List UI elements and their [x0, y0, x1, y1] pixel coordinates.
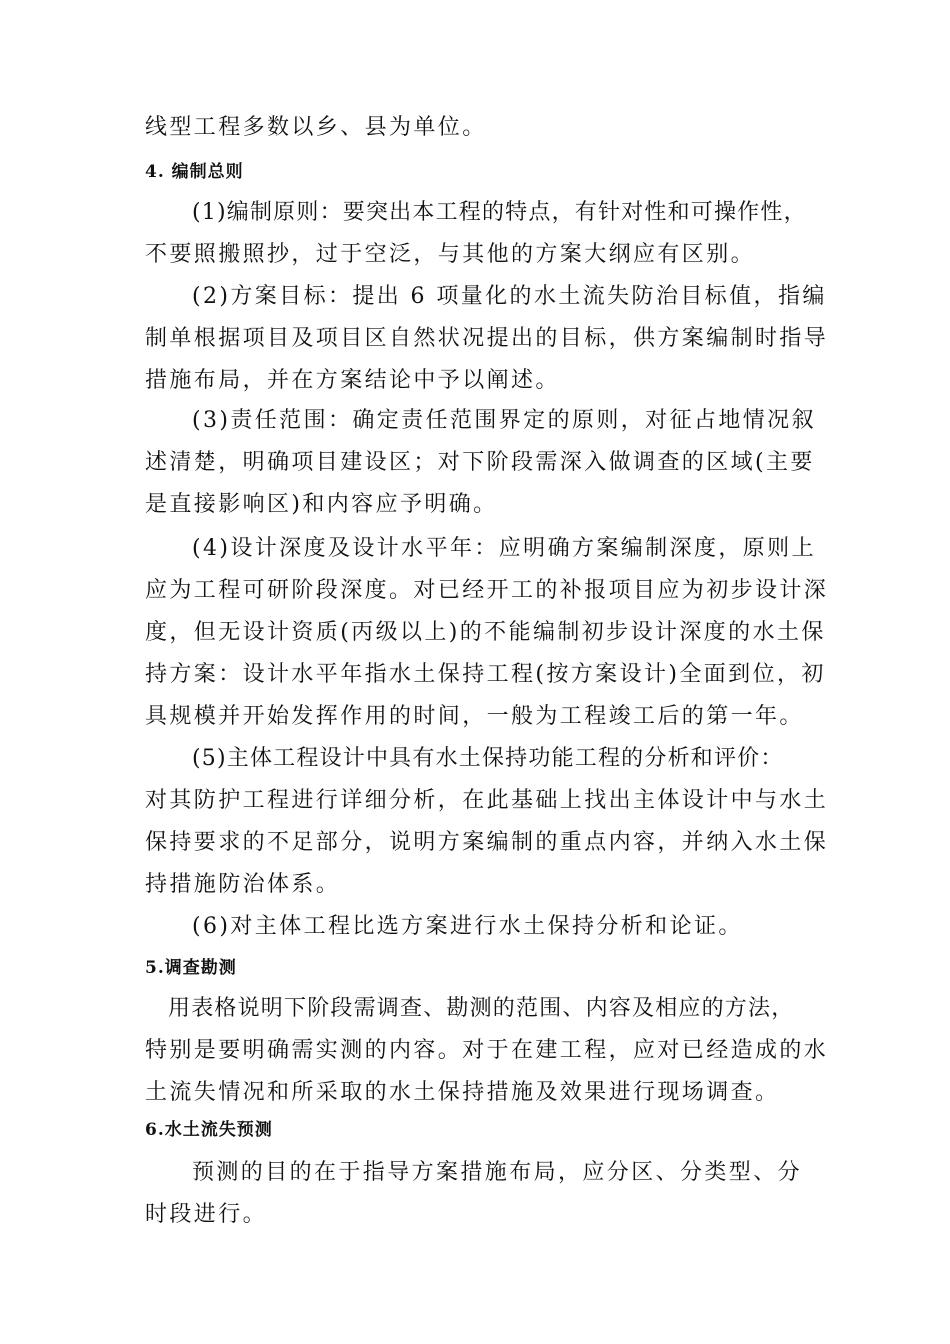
paragraph-line: (5)主体工程设计中具有水土保持功能工程的分析和评价： [192, 746, 784, 771]
paragraph-line: 不要照搬照抄，过于空泛，与其他的方案大纲应有区别。 [145, 242, 756, 267]
paragraph-line: 时段进行。 [145, 1202, 268, 1227]
paragraph-line: 土流失情况和所采取的水土保持措施及效果进行现场调查。 [145, 1080, 780, 1105]
paragraph-line: 线型工程多数以乡、县为单位。 [145, 115, 487, 140]
paragraph-line: 应为工程可研阶段深度。对已经开工的补报项目应为初步设计深 [145, 578, 829, 603]
paragraph-line: 用表格说明下阶段需调查、勘测的范围、内容及相应的方法， [168, 996, 795, 1021]
paragraph-line: 持方案：设计水平年指水土保持工程(按方案设计)全面到位，初 [145, 662, 826, 687]
paragraph-line: 具规模并开始发挥作用的时间，一般为工程竣工后的第一年。 [145, 704, 804, 729]
paragraph-line: 措施布局，并在方案结论中予以阐述。 [145, 368, 560, 393]
section-heading-6: 6.水土流失预测 [145, 1120, 273, 1140]
section-heading-5: 5.调查勘测 [145, 958, 237, 978]
paragraph-line: (6)对主体工程比选方案进行水土保持分析和论证。 [192, 914, 743, 939]
paragraph-line: 是直接影响区)和内容应予明确。 [145, 492, 498, 517]
paragraph-line: 保持要求的不足部分，说明方案编制的重点内容，并纳入水土保 [145, 830, 829, 855]
paragraph-line: 特别是要明确需实测的内容。对于在建工程，应对已经造成的水 [145, 1038, 829, 1063]
paragraph-line: 对其防护工程进行详细分析，在此基础上找出主体设计中与水土 [145, 788, 829, 813]
paragraph-line: 制单根据项目及项目区自然状况提出的目标，供方案编制时指导 [145, 326, 829, 351]
paragraph-line: (1)编制原则：要突出本工程的特点，有针对性和可操作性， [192, 200, 807, 225]
section-heading-4: 4. 编制总则 [145, 162, 244, 182]
paragraph-line: 度，但无设计资质(丙级以上)的不能编制初步设计深度的水土保 [145, 620, 826, 645]
paragraph-line: 持措施防治体系。 [145, 872, 341, 897]
paragraph-line: 预测的目的在于指导方案措施布局，应分区、分类型、分 [192, 1160, 803, 1185]
paragraph-line: (3)责任范围：确定责任范围界定的原则，对征占地情况叙 [192, 408, 816, 433]
paragraph-line: (4)设计深度及设计水平年：应明确方案编制深度，原则上 [192, 536, 816, 561]
paragraph-line: (2)方案目标：提出 6 项量化的水土流失防治目标值，指编 [192, 284, 827, 309]
paragraph-line: 述清楚，明确项目建设区；对下阶段需深入做调查的区域(主要 [145, 450, 815, 475]
